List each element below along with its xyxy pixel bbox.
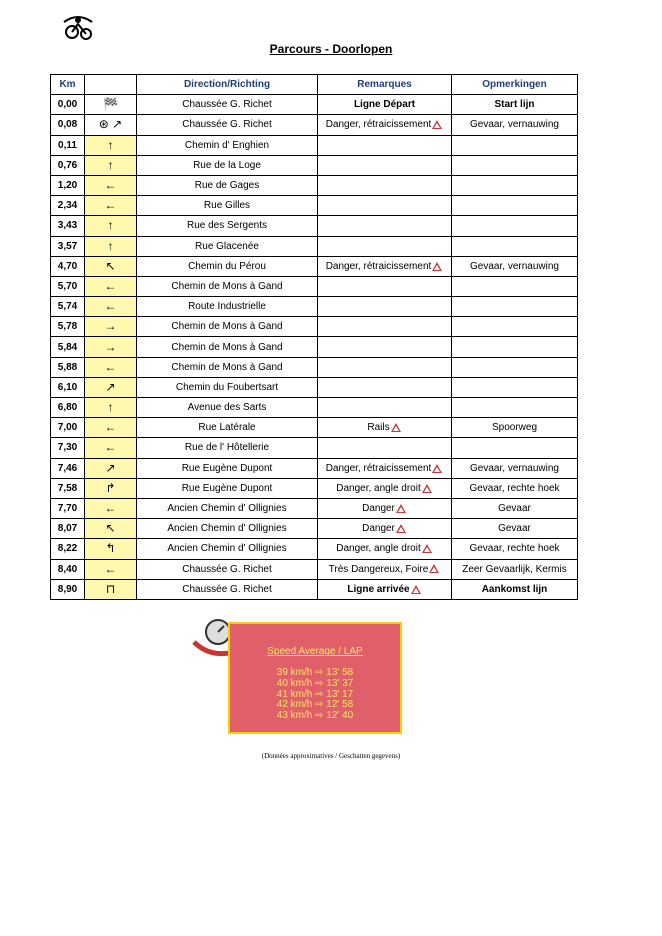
remark-nl-cell: Gevaar, vernauwing — [452, 256, 578, 276]
remark-fr-text: Ligne arrivée — [347, 583, 410, 595]
km-cell: 0,08 — [51, 115, 85, 135]
remark-nl-cell: Gevaar — [452, 519, 578, 539]
warning-icon — [432, 262, 442, 271]
route-table — [50, 74, 578, 600]
remark-nl-cell: Gevaar, vernauwing — [452, 115, 578, 135]
table-row — [51, 539, 578, 559]
speed-line: 40 km/h ⇨ 13' 37 — [276, 677, 354, 689]
table-row — [51, 357, 578, 377]
remark-fr-cell — [318, 115, 452, 135]
direction-icon-cell — [85, 398, 137, 418]
km-cell: 1,20 — [51, 175, 85, 195]
table-row — [51, 297, 578, 317]
street-cell: Rue de Gages — [137, 175, 318, 195]
remark-nl-cell — [452, 377, 578, 397]
roundabout-icon: ⊛ ↗ — [98, 117, 123, 132]
warning-icon — [391, 423, 401, 432]
remark-nl-cell: Aankomst lijn — [452, 579, 578, 599]
table-row — [51, 438, 578, 458]
arrow-icon: ↑ — [107, 137, 114, 152]
table-row — [51, 478, 578, 498]
table-row — [51, 398, 578, 418]
direction-icon-cell — [85, 216, 137, 236]
remark-nl-cell — [452, 297, 578, 317]
arrow-icon: ↰ — [105, 541, 116, 556]
speed-average-box — [228, 622, 402, 734]
warning-icon — [432, 120, 442, 129]
remark-nl-cell: Gevaar, rechte hoek — [452, 539, 578, 559]
arrow-icon: ↖ — [105, 258, 116, 273]
km-cell: 2,34 — [51, 196, 85, 216]
table-row — [51, 175, 578, 195]
table-row — [51, 95, 578, 115]
arrow-icon: ↗ — [105, 379, 116, 394]
arrow-icon: ↑ — [107, 238, 114, 253]
table-row — [51, 276, 578, 296]
remark-nl-cell — [452, 337, 578, 357]
remark-fr-text: Danger, angle droit — [336, 543, 421, 555]
street-cell: Avenue des Sarts — [137, 398, 318, 418]
remark-fr-cell — [318, 337, 452, 357]
remark-fr-cell — [318, 418, 452, 438]
remark-fr-text: Rails — [367, 422, 390, 434]
arrow-icon: ← — [104, 440, 117, 455]
remark-fr-cell — [318, 478, 452, 498]
col-icon — [85, 75, 137, 95]
remark-nl-cell: Gevaar — [452, 498, 578, 518]
remark-fr-cell — [318, 256, 452, 276]
street-cell: Chemin de Mons à Gand — [137, 357, 318, 377]
remark-fr-cell — [318, 155, 452, 175]
street-cell: Chemin du Pérou — [137, 256, 318, 276]
warning-icon — [432, 464, 442, 473]
km-cell: 5,70 — [51, 276, 85, 296]
street-cell: Rue de la Loge — [137, 155, 318, 175]
table-row — [51, 579, 578, 599]
km-cell: 4,70 — [51, 256, 85, 276]
street-cell: Ancien Chemin d' Ollignies — [137, 519, 318, 539]
remark-nl-cell — [452, 438, 578, 458]
table-row — [51, 418, 578, 438]
arrow-icon: ← — [104, 501, 117, 516]
remark-fr-cell — [318, 357, 452, 377]
remark-nl-cell: Zeer Gevaarlijk, Kermis — [452, 559, 578, 579]
speed-line: 41 km/h ⇨ 13' 17 — [276, 688, 354, 700]
street-cell: Ancien Chemin d' Ollignies — [137, 539, 318, 559]
col-remarques: Remarques — [318, 75, 452, 95]
street-cell: Rue Gilles — [137, 196, 318, 216]
arrow-icon: → — [104, 339, 117, 354]
street-cell: Chaussée G. Richet — [137, 559, 318, 579]
remark-nl-cell: Gevaar, rechte hoek — [452, 478, 578, 498]
arrow-icon: ↗ — [105, 460, 116, 475]
km-cell: 8,07 — [51, 519, 85, 539]
footnote: (Données approximatives / Geschatten gegevens) — [261, 752, 401, 760]
street-cell: Chaussée G. Richet — [137, 95, 318, 115]
table-row — [51, 115, 578, 135]
col-km: Km — [51, 75, 85, 95]
remark-nl-cell — [452, 236, 578, 256]
remark-fr-text: Danger — [362, 503, 395, 515]
arrow-icon: ← — [104, 198, 117, 213]
street-cell: Route Industrielle — [137, 297, 318, 317]
km-cell: 8,90 — [51, 579, 85, 599]
remark-fr-cell — [318, 458, 452, 478]
start-flag-icon: 🏁 — [103, 97, 118, 112]
remark-nl-cell — [452, 196, 578, 216]
direction-icon-cell — [85, 276, 137, 296]
remark-fr-cell — [318, 236, 452, 256]
table-header — [51, 75, 578, 95]
table-row — [51, 377, 578, 397]
speed-lines — [230, 668, 400, 722]
remark-nl-cell — [452, 135, 578, 155]
km-cell: 5,84 — [51, 337, 85, 357]
table-row — [51, 256, 578, 276]
direction-icon-cell — [85, 418, 137, 438]
table-row — [51, 216, 578, 236]
direction-icon-cell — [85, 438, 137, 458]
street-cell: Chemin de Mons à Gand — [137, 317, 318, 337]
street-cell: Chaussée G. Richet — [137, 579, 318, 599]
remark-fr-cell — [318, 519, 452, 539]
remark-fr-cell — [318, 135, 452, 155]
remark-fr-text: Très Dangereux, Foire — [328, 563, 429, 575]
remark-fr-cell — [318, 276, 452, 296]
direction-icon-cell — [85, 377, 137, 397]
warning-icon — [411, 585, 421, 594]
direction-icon-cell — [85, 357, 137, 377]
remark-fr-text: Danger, angle droit — [336, 482, 421, 494]
remark-fr-cell — [318, 498, 452, 518]
speed-title: Speed Average / LAP — [267, 646, 363, 657]
direction-icon-cell — [85, 236, 137, 256]
speed-line: 42 km/h ⇨ 12' 58 — [276, 699, 354, 711]
table-row — [51, 236, 578, 256]
street-cell: Rue Glacenée — [137, 236, 318, 256]
remark-fr-text: Danger, rétraicissement — [325, 260, 432, 272]
km-cell: 7,70 — [51, 498, 85, 518]
club-logo — [60, 10, 96, 46]
remark-nl-cell: Gevaar, vernauwing — [452, 458, 578, 478]
remark-fr-cell — [318, 297, 452, 317]
street-cell: Chemin du Foubertsart — [137, 377, 318, 397]
direction-icon-cell — [85, 115, 137, 135]
direction-icon-cell — [85, 317, 137, 337]
remark-nl-cell — [452, 357, 578, 377]
warning-icon — [422, 544, 432, 553]
table-row — [51, 498, 578, 518]
km-cell: 7,58 — [51, 478, 85, 498]
street-cell: Ancien Chemin d' Ollignies — [137, 498, 318, 518]
direction-icon-cell — [85, 256, 137, 276]
arrow-icon: ← — [104, 359, 117, 374]
table-row — [51, 559, 578, 579]
table-row — [51, 196, 578, 216]
remark-nl-cell — [452, 216, 578, 236]
arrow-icon: → — [104, 319, 117, 334]
remark-fr-cell — [318, 377, 452, 397]
remark-nl-cell — [452, 317, 578, 337]
warning-icon — [429, 564, 439, 573]
street-cell: Rue Eugène Dupont — [137, 458, 318, 478]
col-direction: Direction/Richting — [137, 75, 318, 95]
arrow-icon: ↑ — [107, 157, 114, 172]
arrow-icon: ← — [104, 299, 117, 314]
table-row — [51, 458, 578, 478]
street-cell: Rue Eugène Dupont — [137, 478, 318, 498]
remark-fr-cell — [318, 398, 452, 418]
street-cell: Chaussée G. Richet — [137, 115, 318, 135]
km-cell: 3,43 — [51, 216, 85, 236]
remark-fr-cell — [318, 216, 452, 236]
remark-nl-cell — [452, 276, 578, 296]
direction-icon-cell — [85, 135, 137, 155]
direction-icon-cell — [85, 337, 137, 357]
table-row — [51, 317, 578, 337]
km-cell: 3,57 — [51, 236, 85, 256]
direction-icon-cell — [85, 498, 137, 518]
warning-icon — [396, 504, 406, 513]
direction-icon-cell — [85, 519, 137, 539]
remark-nl-cell: Start lijn — [452, 95, 578, 115]
col-opmerkingen: Opmerkingen — [452, 75, 578, 95]
warning-icon — [422, 484, 432, 493]
street-cell: Rue des Sergents — [137, 216, 318, 236]
arrow-icon: ↑ — [107, 400, 114, 415]
remark-fr-text: Danger, rétraicissement — [325, 119, 432, 131]
table-row — [51, 337, 578, 357]
direction-icon-cell — [85, 95, 137, 115]
km-cell: 8,22 — [51, 539, 85, 559]
speed-line: 39 km/h ⇨ 13' 58 — [276, 667, 354, 678]
km-cell: 7,00 — [51, 418, 85, 438]
km-cell: 7,30 — [51, 438, 85, 458]
direction-icon-cell — [85, 458, 137, 478]
remark-fr-cell — [318, 559, 452, 579]
remark-fr-cell — [318, 317, 452, 337]
arrow-icon: ← — [104, 420, 117, 435]
arrow-icon: ← — [104, 178, 117, 193]
km-cell: 5,74 — [51, 297, 85, 317]
arrow-icon: ↖ — [105, 521, 116, 536]
street-cell: Chemin de Mons à Gand — [137, 337, 318, 357]
km-cell: 6,80 — [51, 398, 85, 418]
remark-nl-cell — [452, 155, 578, 175]
direction-icon-cell — [85, 196, 137, 216]
table-row — [51, 135, 578, 155]
remark-nl-cell — [452, 175, 578, 195]
km-cell: 7,46 — [51, 458, 85, 478]
remark-fr-text: Ligne Départ — [353, 99, 416, 111]
arrow-icon: ↱ — [105, 480, 116, 495]
remark-fr-cell — [318, 95, 452, 115]
table-row — [51, 519, 578, 539]
direction-icon-cell — [85, 559, 137, 579]
remark-fr-cell — [318, 438, 452, 458]
page-title: Parcours - Doorlopen — [269, 42, 393, 56]
direction-icon-cell — [85, 579, 137, 599]
street-cell: Rue de l' Hôtellerie — [137, 438, 318, 458]
remark-fr-cell — [318, 175, 452, 195]
km-cell: 5,78 — [51, 317, 85, 337]
direction-icon-cell — [85, 478, 137, 498]
street-cell: Chemin d' Enghien — [137, 135, 318, 155]
speed-line: 43 km/h ⇨ 12' 40 — [276, 710, 354, 722]
km-cell: 6,10 — [51, 377, 85, 397]
direction-icon-cell — [85, 297, 137, 317]
km-cell: 0,00 — [51, 95, 85, 115]
arrow-icon: ← — [104, 278, 117, 293]
remark-nl-cell: Spoorweg — [452, 418, 578, 438]
km-cell: 0,76 — [51, 155, 85, 175]
remark-fr-cell — [318, 579, 452, 599]
remark-fr-text: Danger, rétraicissement — [325, 462, 432, 474]
direction-icon-cell — [85, 175, 137, 195]
street-cell: Rue Latérale — [137, 418, 318, 438]
street-cell: Chemin de Mons à Gand — [137, 276, 318, 296]
arrow-icon: ⊓ — [105, 581, 116, 596]
remark-fr-cell — [318, 196, 452, 216]
arrow-icon: ← — [104, 561, 117, 576]
km-cell: 8,40 — [51, 559, 85, 579]
km-cell: 0,11 — [51, 135, 85, 155]
remark-fr-cell — [318, 539, 452, 559]
warning-icon — [396, 524, 406, 533]
direction-icon-cell — [85, 539, 137, 559]
remark-nl-cell — [452, 398, 578, 418]
table-row — [51, 155, 578, 175]
remark-fr-text: Danger — [362, 523, 395, 535]
km-cell: 5,88 — [51, 357, 85, 377]
arrow-icon: ↑ — [107, 218, 114, 233]
direction-icon-cell — [85, 155, 137, 175]
